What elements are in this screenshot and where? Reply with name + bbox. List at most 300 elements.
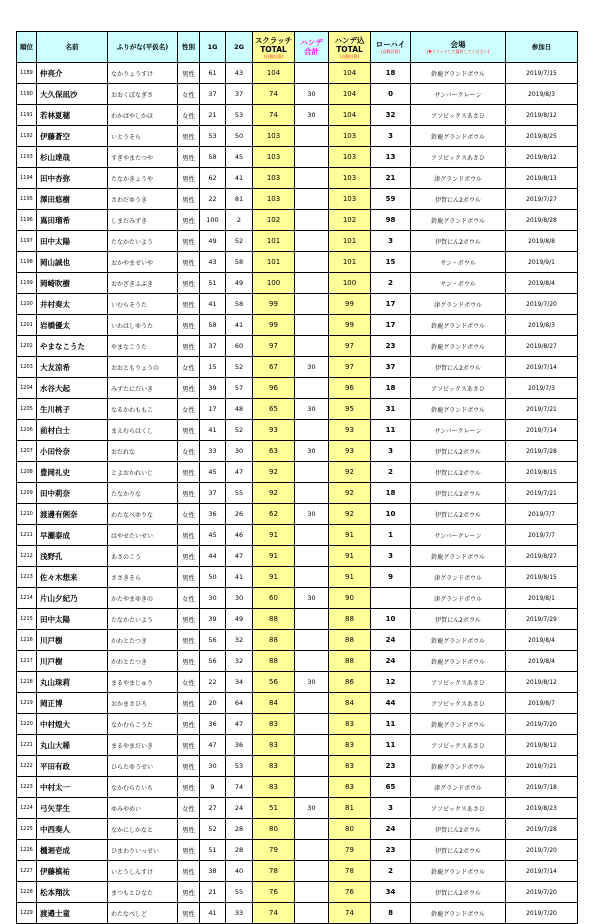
cell-kana: かわとたつき: [108, 651, 178, 672]
cell-venue[interactable]: サンバークレーン: [411, 420, 506, 441]
cell-low-high: 8: [371, 903, 411, 924]
cell-date[interactable]: 2019/8/3: [506, 84, 578, 105]
cell-game2[interactable]: 53: [226, 105, 253, 126]
cell-game2[interactable]: 2: [226, 210, 253, 231]
cell-handicap: [295, 231, 329, 252]
cell-scratch-total: 63: [253, 441, 295, 462]
cell-game2[interactable]: 41: [226, 315, 253, 336]
cell-scratch-total: 91: [253, 567, 295, 588]
cell-venue[interactable]: 鈴鹿グランドボウル: [411, 63, 506, 84]
cell-date[interactable]: 2019/7/29: [506, 609, 578, 630]
cell-game2[interactable]: 48: [226, 399, 253, 420]
cell-game2[interactable]: 28: [226, 819, 253, 840]
cell-game2[interactable]: 32: [226, 651, 253, 672]
cell-handicap-total: 83: [329, 756, 371, 777]
cell-date[interactable]: 2019/8/12: [506, 147, 578, 168]
cell-gender: 男性: [178, 714, 200, 735]
cell-game2[interactable]: 41: [226, 168, 253, 189]
cell-scratch-total: 79: [253, 840, 295, 861]
cell-game2[interactable]: 47: [226, 462, 253, 483]
cell-rank: 1193: [17, 147, 37, 168]
cell-game2[interactable]: 52: [226, 357, 253, 378]
table-row: [17, 399, 578, 420]
cell-venue[interactable]: 鈴鹿グランドボウル: [411, 861, 506, 882]
cell-low-high: 18: [371, 378, 411, 399]
cell-game2[interactable]: 45: [226, 147, 253, 168]
cell-venue[interactable]: 鈴鹿グランドボウル: [411, 210, 506, 231]
cell-kana: おかやませいや: [108, 252, 178, 273]
cell-date[interactable]: 2019/7/14: [506, 420, 578, 441]
cell-kana: ひまわりいっせい: [108, 840, 178, 861]
cell-venue[interactable]: 津グランドボウル: [411, 168, 506, 189]
cell-date[interactable]: 2019/8/25: [506, 126, 578, 147]
cell-venue[interactable]: サン・ボウル: [411, 252, 506, 273]
cell-kana: おかざきふぶき: [108, 273, 178, 294]
cell-scratch-total: 78: [253, 861, 295, 882]
cell-handicap-total: 97: [329, 357, 371, 378]
cell-game2[interactable]: 57: [226, 378, 253, 399]
table-row: [17, 882, 578, 903]
cell-date[interactable]: 2019/8/12: [506, 672, 578, 693]
cell-game2[interactable]: 55: [226, 483, 253, 504]
cell-rank: 1213: [17, 567, 37, 588]
cell-game2[interactable]: 46: [226, 525, 253, 546]
cell-game2[interactable]: 74: [226, 777, 253, 798]
table-row: [17, 714, 578, 735]
cell-low-high: 21: [371, 168, 411, 189]
cell-game2[interactable]: 43: [226, 63, 253, 84]
cell-handicap: [295, 777, 329, 798]
cell-handicap-total: 91: [329, 525, 371, 546]
cell-venue[interactable]: 津グランドボウル: [411, 588, 506, 609]
cell-low-high: 44: [371, 693, 411, 714]
cell-name: 中村煌大: [37, 714, 108, 735]
cell-game2[interactable]: 33: [226, 903, 253, 924]
table-row: [17, 840, 578, 861]
cell-game1[interactable]: 61: [200, 63, 226, 84]
cell-kana: さわだゆうき: [108, 189, 178, 210]
header-rank: 順位: [17, 32, 37, 63]
cell-scratch-total: 80: [253, 819, 295, 840]
cell-rank: 1220: [17, 714, 37, 735]
cell-date[interactable]: 2019/8/7: [506, 693, 578, 714]
cell-game2[interactable]: 64: [226, 693, 253, 714]
cell-game2[interactable]: 52: [226, 231, 253, 252]
cell-game2[interactable]: 49: [226, 273, 253, 294]
cell-handicap-total: 78: [329, 861, 371, 882]
cell-low-high: 11: [371, 420, 411, 441]
cell-game1[interactable]: 51: [200, 273, 226, 294]
cell-rank: 1189: [17, 63, 37, 84]
cell-venue[interactable]: 鈴鹿グランドボウル: [411, 399, 506, 420]
cell-handicap-total: 103: [329, 189, 371, 210]
cell-game2[interactable]: 36: [226, 735, 253, 756]
cell-venue[interactable]: サンバークレーン: [411, 525, 506, 546]
cell-game1[interactable]: 30: [200, 756, 226, 777]
cell-game1[interactable]: 58: [200, 147, 226, 168]
cell-game2[interactable]: 32: [226, 630, 253, 651]
cell-date[interactable]: 2019/7/20: [506, 714, 578, 735]
cell-venue[interactable]: 伊賀にん2ボウル: [411, 609, 506, 630]
table-row: [17, 315, 578, 336]
cell-handicap-total: 88: [329, 609, 371, 630]
cell-gender: 男性: [178, 840, 200, 861]
header-handicap-auto: (自動計算): [339, 53, 360, 59]
cell-gender: 男性: [178, 819, 200, 840]
header-low-high-label: ローハイ: [375, 40, 406, 49]
cell-low-high: 32: [371, 105, 411, 126]
cell-game2[interactable]: 58: [226, 294, 253, 315]
cell-venue[interactable]: サンバークレーン: [411, 84, 506, 105]
cell-venue[interactable]: アソビックスあさひ: [411, 378, 506, 399]
cell-name: 渡邉士童: [37, 903, 108, 924]
cell-game1[interactable]: 36: [200, 504, 226, 525]
cell-rank: 1191: [17, 105, 37, 126]
cell-venue[interactable]: アソビックスあさひ: [411, 672, 506, 693]
cell-date[interactable]: 2019/8/4: [506, 651, 578, 672]
cell-game1[interactable]: 41: [200, 420, 226, 441]
cell-handicap: [295, 63, 329, 84]
cell-kana: おだれな: [108, 441, 178, 462]
cell-rank: 1190: [17, 84, 37, 105]
cell-scratch-total: 83: [253, 756, 295, 777]
cell-handicap: [295, 210, 329, 231]
cell-low-high: 17: [371, 294, 411, 315]
cell-date[interactable]: 2019/7/20: [506, 882, 578, 903]
cell-venue[interactable]: 伊賀にん2ボウル: [411, 462, 506, 483]
cell-scratch-total: 60: [253, 588, 295, 609]
cell-gender: 女性: [178, 798, 200, 819]
cell-date[interactable]: 2019/8/27: [506, 546, 578, 567]
cell-game1[interactable]: 36: [200, 714, 226, 735]
cell-game1[interactable]: 21: [200, 882, 226, 903]
cell-rank: 1206: [17, 420, 37, 441]
cell-game1[interactable]: 62: [200, 168, 226, 189]
cell-low-high: 2: [371, 462, 411, 483]
cell-game1[interactable]: 15: [200, 357, 226, 378]
cell-date[interactable]: 2019/8/3: [506, 315, 578, 336]
cell-gender: 男性: [178, 168, 200, 189]
cell-rank: 1226: [17, 840, 37, 861]
cell-game1[interactable]: 56: [200, 630, 226, 651]
cell-name: 田中杏弥: [37, 168, 108, 189]
cell-venue[interactable]: 鈴鹿グランドボウル: [411, 651, 506, 672]
cell-game1[interactable]: 37: [200, 84, 226, 105]
cell-game1[interactable]: 38: [200, 861, 226, 882]
cell-kana: はやせたいせい: [108, 525, 178, 546]
table-row: [17, 819, 578, 840]
cell-scratch-total: 51: [253, 798, 295, 819]
cell-gender: 女性: [178, 357, 200, 378]
cell-handicap-total: 74: [329, 903, 371, 924]
cell-name: 岡正博: [37, 693, 108, 714]
cell-venue[interactable]: アソビックスあさひ: [411, 798, 506, 819]
cell-venue[interactable]: アソビックスあさひ: [411, 735, 506, 756]
cell-venue[interactable]: アソビックスあさひ: [411, 147, 506, 168]
cell-kana: おかまさひろ: [108, 693, 178, 714]
cell-handicap: [295, 126, 329, 147]
cell-gender: 男性: [178, 462, 200, 483]
cell-date[interactable]: 2019/8/8: [506, 231, 578, 252]
cell-venue[interactable]: 伊賀にん2ボウル: [411, 231, 506, 252]
cell-handicap-total: 84: [329, 693, 371, 714]
cell-handicap-total: 99: [329, 315, 371, 336]
cell-date[interactable]: 2019/7/20: [506, 294, 578, 315]
cell-game2[interactable]: 34: [226, 672, 253, 693]
cell-handicap: [295, 462, 329, 483]
cell-game1[interactable]: 41: [200, 294, 226, 315]
cell-low-high: 2: [371, 273, 411, 294]
cell-name: 杉山達哉: [37, 147, 108, 168]
cell-venue[interactable]: 鈴鹿グランドボウル: [411, 714, 506, 735]
cell-handicap-total: 96: [329, 378, 371, 399]
cell-kana: おおくぼなぎさ: [108, 84, 178, 105]
cell-game1[interactable]: 50: [200, 567, 226, 588]
cell-venue[interactable]: 伊賀にん2ボウル: [411, 441, 506, 462]
cell-date[interactable]: 2019/8/23: [506, 798, 578, 819]
cell-date[interactable]: 2019/8/4: [506, 273, 578, 294]
header-handicap-incl-label: ハンデ込: [334, 35, 365, 45]
cell-game2[interactable]: 50: [226, 126, 253, 147]
cell-venue[interactable]: 伊賀にん2ボウル: [411, 504, 506, 525]
cell-venue[interactable]: 津グランドボウル: [411, 777, 506, 798]
cell-game1[interactable]: 100: [200, 210, 226, 231]
header-scratch-auto: (自動計算): [263, 53, 284, 59]
cell-scratch-total: 104: [253, 63, 295, 84]
cell-handicap-total: 91: [329, 546, 371, 567]
table-row: [17, 189, 578, 210]
cell-name: 片山夕紀乃: [37, 588, 108, 609]
cell-venue[interactable]: 伊賀にん2ボウル: [411, 483, 506, 504]
cell-game1[interactable]: 27: [200, 798, 226, 819]
cell-game2[interactable]: 52: [226, 420, 253, 441]
cell-handicap-total: 91: [329, 567, 371, 588]
cell-game2[interactable]: 30: [226, 441, 253, 462]
cell-venue[interactable]: 伊賀にん2ボウル: [411, 882, 506, 903]
cell-game2[interactable]: 81: [226, 189, 253, 210]
cell-name: 川戸樹: [37, 630, 108, 651]
cell-handicap-total: 97: [329, 336, 371, 357]
ranking-table: [16, 31, 578, 924]
cell-date[interactable]: 2019/7/21: [506, 399, 578, 420]
cell-name: 中村太一: [37, 777, 108, 798]
cell-gender: 男性: [178, 378, 200, 399]
cell-venue[interactable]: 鈴鹿グランドボウル: [411, 126, 506, 147]
cell-game2[interactable]: 41: [226, 567, 253, 588]
cell-game1[interactable]: 37: [200, 336, 226, 357]
cell-date[interactable]: 2019/8/28: [506, 210, 578, 231]
cell-low-high: 98: [371, 210, 411, 231]
cell-game1[interactable]: 52: [200, 819, 226, 840]
cell-date[interactable]: 2019/7/20: [506, 903, 578, 924]
cell-game1[interactable]: 47: [200, 735, 226, 756]
cell-venue[interactable]: アソビックスあさひ: [411, 693, 506, 714]
cell-scratch-total: 88: [253, 651, 295, 672]
cell-venue[interactable]: 伊賀にん2ボウル: [411, 189, 506, 210]
cell-rank: 1207: [17, 441, 37, 462]
cell-date[interactable]: 2019/8/12: [506, 105, 578, 126]
cell-venue[interactable]: 鈴鹿グランドボウル: [411, 903, 506, 924]
cell-date[interactable]: 2019/7/7: [506, 504, 578, 525]
cell-game1[interactable]: 20: [200, 693, 226, 714]
cell-venue[interactable]: 鈴鹿グランドボウル: [411, 756, 506, 777]
cell-game1[interactable]: 58: [200, 315, 226, 336]
cell-date[interactable]: 2019/8/15: [506, 567, 578, 588]
cell-date[interactable]: 2019/8/27: [506, 336, 578, 357]
cell-name: 川戸樹: [37, 651, 108, 672]
cell-gender: 女性: [178, 441, 200, 462]
cell-date[interactable]: 2019/9/1: [506, 252, 578, 273]
cell-game1[interactable]: 43: [200, 252, 226, 273]
header-game1: 1G: [200, 32, 226, 63]
table-row: [17, 735, 578, 756]
cell-date[interactable]: 2019/7/14: [506, 357, 578, 378]
cell-game2[interactable]: 24: [226, 798, 253, 819]
cell-game2[interactable]: 55: [226, 882, 253, 903]
cell-venue[interactable]: 伊賀にん2ボウル: [411, 819, 506, 840]
cell-game1[interactable]: 33: [200, 441, 226, 462]
cell-handicap-total: 90: [329, 588, 371, 609]
cell-kana: なかむらこうた: [108, 714, 178, 735]
cell-date[interactable]: 2019/7/14: [506, 861, 578, 882]
cell-handicap-total: 104: [329, 84, 371, 105]
cell-game1[interactable]: 51: [200, 840, 226, 861]
cell-venue[interactable]: サン・ボウル: [411, 273, 506, 294]
cell-scratch-total: 74: [253, 105, 295, 126]
cell-rank: 1205: [17, 399, 37, 420]
cell-date[interactable]: 2019/8/15: [506, 462, 578, 483]
cell-scratch-total: 83: [253, 735, 295, 756]
cell-game2[interactable]: 49: [226, 609, 253, 630]
cell-date[interactable]: 2019/7/28: [506, 441, 578, 462]
cell-name: 樋迴壱成: [37, 840, 108, 861]
cell-scratch-total: 88: [253, 630, 295, 651]
cell-rank: 1214: [17, 588, 37, 609]
cell-date[interactable]: 2019/8/12: [506, 735, 578, 756]
table-row: [17, 147, 578, 168]
cell-gender: 女性: [178, 105, 200, 126]
cell-handicap: [295, 147, 329, 168]
cell-venue[interactable]: 鈴鹿グランドボウル: [411, 630, 506, 651]
cell-date[interactable]: 2019/7/20: [506, 840, 578, 861]
cell-date[interactable]: 2019/8/4: [506, 630, 578, 651]
cell-rank: 1203: [17, 357, 37, 378]
cell-kana: いむらそうた: [108, 294, 178, 315]
cell-date[interactable]: 2019/7/28: [506, 819, 578, 840]
cell-date[interactable]: 2019/8/13: [506, 168, 578, 189]
cell-date[interactable]: 2019/7/18: [506, 777, 578, 798]
cell-venue[interactable]: 伊賀にん2ボウル: [411, 357, 506, 378]
cell-game2[interactable]: 53: [226, 756, 253, 777]
cell-handicap-total: 101: [329, 252, 371, 273]
cell-venue[interactable]: 津グランドボウル: [411, 567, 506, 588]
table-row: [17, 441, 578, 462]
cell-game2[interactable]: 47: [226, 546, 253, 567]
cell-game1[interactable]: 53: [200, 126, 226, 147]
cell-game1[interactable]: 39: [200, 609, 226, 630]
cell-game1[interactable]: 30: [200, 588, 226, 609]
cell-game1[interactable]: 45: [200, 462, 226, 483]
cell-date[interactable]: 2019/7/15: [506, 63, 578, 84]
header-game2: 2G: [226, 32, 253, 63]
cell-game1[interactable]: 9: [200, 777, 226, 798]
cell-date[interactable]: 2019/7/7: [506, 525, 578, 546]
cell-venue[interactable]: 鈴鹿グランドボウル: [411, 336, 506, 357]
cell-handicap: 30: [295, 357, 329, 378]
cell-game1[interactable]: 21: [200, 105, 226, 126]
cell-handicap: [295, 252, 329, 273]
cell-game1[interactable]: 17: [200, 399, 226, 420]
cell-kana: ゆみやめい: [108, 798, 178, 819]
cell-rank: 1194: [17, 168, 37, 189]
cell-scratch-total: 97: [253, 336, 295, 357]
header-venue-hint: (▼クリックして選択してください): [426, 49, 490, 54]
cell-kana: まるやまだいき: [108, 735, 178, 756]
cell-game1[interactable]: 45: [200, 525, 226, 546]
cell-rank: 1208: [17, 462, 37, 483]
cell-name: 早瀬泰成: [37, 525, 108, 546]
cell-rank: 1199: [17, 273, 37, 294]
cell-venue[interactable]: 鈴鹿グランドボウル: [411, 315, 506, 336]
cell-date[interactable]: 2019/7/21: [506, 756, 578, 777]
cell-venue[interactable]: 伊賀にん2ボウル: [411, 840, 506, 861]
cell-game2[interactable]: 60: [226, 336, 253, 357]
cell-low-high: 24: [371, 630, 411, 651]
cell-kana: ひらたゆうせい: [108, 756, 178, 777]
table-row: [17, 903, 578, 924]
cell-handicap: [295, 882, 329, 903]
cell-game2[interactable]: 28: [226, 840, 253, 861]
cell-venue[interactable]: アソビックスあさひ: [411, 105, 506, 126]
cell-game1[interactable]: 41: [200, 903, 226, 924]
cell-game1[interactable]: 22: [200, 189, 226, 210]
table-row: [17, 420, 578, 441]
cell-game2[interactable]: 26: [226, 504, 253, 525]
cell-venue[interactable]: 津グランドボウル: [411, 294, 506, 315]
cell-date[interactable]: 2019/7/27: [506, 189, 578, 210]
cell-date[interactable]: 2019/8/1: [506, 588, 578, 609]
cell-game2[interactable]: 40: [226, 861, 253, 882]
cell-venue[interactable]: 鈴鹿グランドボウル: [411, 546, 506, 567]
cell-game2[interactable]: 58: [226, 252, 253, 273]
table-row: [17, 63, 578, 84]
cell-game2[interactable]: 47: [226, 714, 253, 735]
cell-kana: たなかたいよう: [108, 231, 178, 252]
cell-handicap-total: 83: [329, 735, 371, 756]
cell-name: 中西奏人: [37, 819, 108, 840]
cell-game2[interactable]: 30: [226, 588, 253, 609]
cell-low-high: 24: [371, 819, 411, 840]
cell-gender: 男性: [178, 294, 200, 315]
cell-low-high: 34: [371, 882, 411, 903]
cell-game1[interactable]: 37: [200, 483, 226, 504]
cell-kana: わたなべゆりな: [108, 504, 178, 525]
cell-game1[interactable]: 39: [200, 378, 226, 399]
cell-game1[interactable]: 22: [200, 672, 226, 693]
cell-rank: 1210: [17, 504, 37, 525]
cell-game1[interactable]: 56: [200, 651, 226, 672]
header-low-high-auto: (自動計算): [380, 49, 401, 54]
cell-kana: たなかりな: [108, 483, 178, 504]
cell-date[interactable]: 2019/7/21: [506, 483, 578, 504]
cell-low-high: 17: [371, 315, 411, 336]
cell-game1[interactable]: 44: [200, 546, 226, 567]
cell-game2[interactable]: 37: [226, 84, 253, 105]
cell-game1[interactable]: 49: [200, 231, 226, 252]
cell-kana: なかりょうすけ: [108, 63, 178, 84]
table-row: [17, 294, 578, 315]
cell-date[interactable]: 2019/7/3: [506, 378, 578, 399]
